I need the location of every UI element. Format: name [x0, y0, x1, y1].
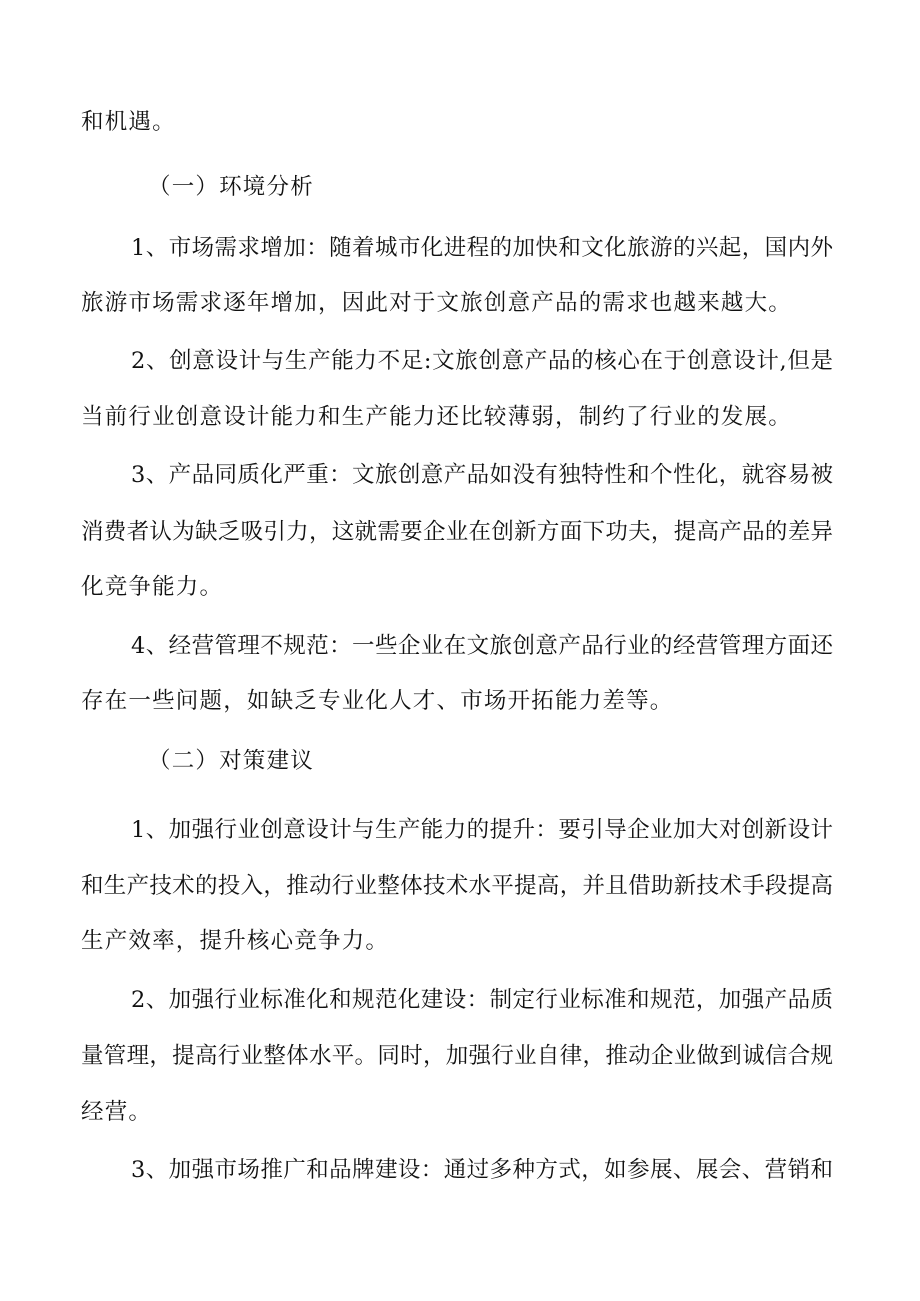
paragraph-line: 旅游市场需求逐年增加，因此对于文旅创意产品的需求也越来越大。: [81, 290, 793, 316]
paragraph-line: 1、加强行业创意设计与生产能力的提升：要引导企业加大对创新设计: [131, 817, 833, 843]
paragraph-line: 存在一些问题，如缺乏专业化人才、市场开拓能力差等。: [81, 688, 674, 714]
paragraph-line: 生产效率，提升核心竞争力。: [81, 928, 390, 954]
section-heading: （二）对策建议: [148, 748, 314, 774]
paragraph-line: 和机遇。: [81, 109, 176, 135]
paragraph-line: 量管理，提高行业整体水平。同时，加强行业自律，推动企业做到诚信合规: [81, 1043, 833, 1069]
paragraph-line: 化竞争能力。: [81, 574, 224, 600]
paragraph-line: 2、加强行业标准化和规范化建设：制定行业标准和规范，加强产品质: [131, 987, 833, 1013]
paragraph-line: 3、加强市场推广和品牌建设：通过多种方式，如参展、展会、营销和: [131, 1157, 833, 1183]
paragraph-line: 3、产品同质化严重：文旅创意产品如没有独特性和个性化，就容易被: [131, 462, 833, 488]
paragraph-line: 经营。: [81, 1099, 153, 1125]
section-heading: （一）环境分析: [148, 174, 314, 200]
paragraph-line: 当前行业创意设计能力和生产能力还比较薄弱，制约了行业的发展。: [81, 404, 793, 430]
paragraph-line: 和生产技术的投入，推动行业整体技术水平提高，并且借助新技术手段提高: [81, 873, 833, 899]
paragraph-line: 1、市场需求增加：随着城市化进程的加快和文化旅游的兴起，国内外: [131, 235, 833, 261]
paragraph-line: 2、创意设计与生产能力不足:文旅创意产品的核心在于创意设计,但是: [131, 348, 833, 374]
paragraph-line: 消费者认为缺乏吸引力，这就需要企业在创新方面下功夫，提高产品的差异: [81, 519, 833, 545]
paragraph-line: 4、经营管理不规范：一些企业在文旅创意产品行业的经营管理方面还: [131, 633, 833, 659]
